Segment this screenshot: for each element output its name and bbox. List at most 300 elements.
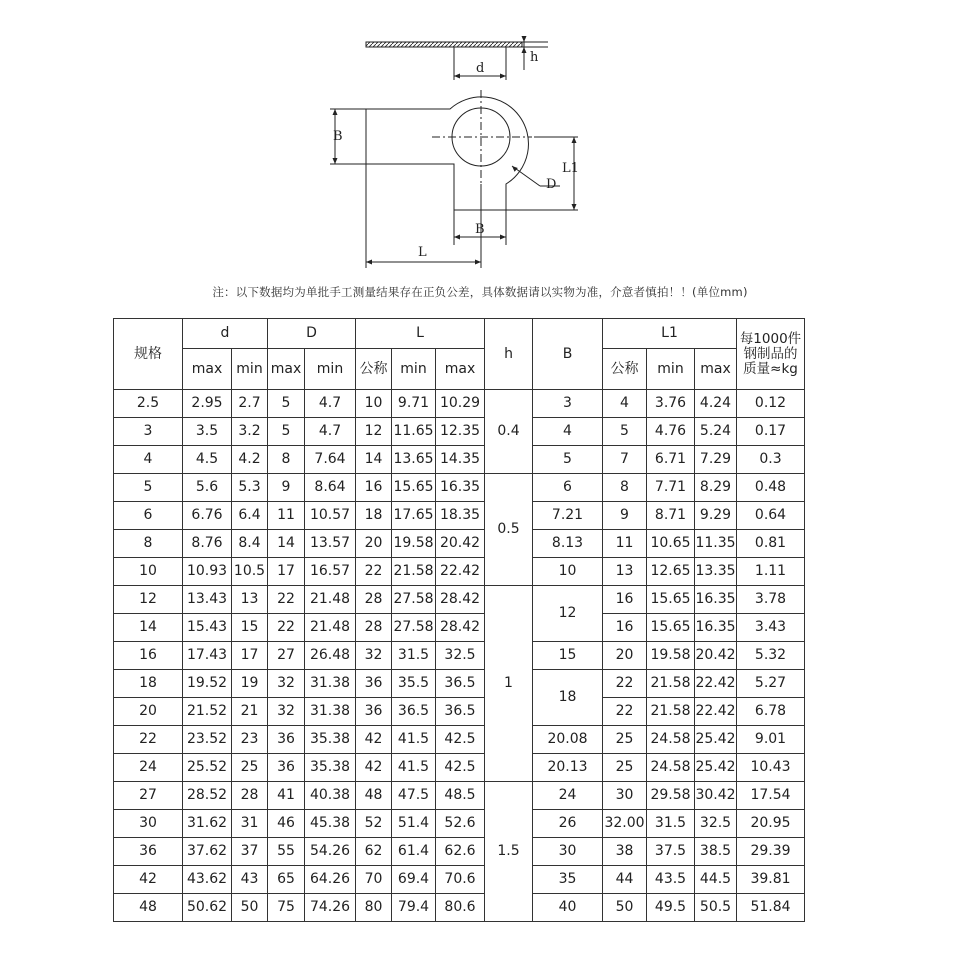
cell-d-min: 28 <box>232 782 268 810</box>
cell-L1-min: 3.76 <box>647 390 695 418</box>
cell-L1-max: 7.29 <box>695 446 737 474</box>
cell-D-max: 36 <box>268 754 305 782</box>
cell-B: 35 <box>533 866 603 894</box>
cell-L1-min: 6.71 <box>647 446 695 474</box>
cell-d-min: 5.3 <box>232 474 268 502</box>
cell-D-max: 9 <box>268 474 305 502</box>
cell-L1-nominal: 9 <box>603 502 647 530</box>
cell-spec: 10 <box>114 558 183 586</box>
cell-L1-nominal: 8 <box>603 474 647 502</box>
cell-L-nominal: 42 <box>356 726 392 754</box>
cell-L-nominal: 62 <box>356 838 392 866</box>
cell-B: 3 <box>533 390 603 418</box>
cell-d-min: 8.4 <box>232 530 268 558</box>
cell-L-max: 32.5 <box>436 642 485 670</box>
cell-L-min: 79.4 <box>392 894 436 922</box>
table-row <box>114 558 805 586</box>
cell-D-max: 5 <box>268 418 305 446</box>
cell-weight: 0.64 <box>737 502 805 530</box>
cell-L1-max: 25.42 <box>695 726 737 754</box>
subheader-L-nominal: 公称 <box>356 349 392 390</box>
cell-L-max: 10.29 <box>436 390 485 418</box>
cell-L1-max: 16.35 <box>695 614 737 642</box>
cell-B: 20.13 <box>533 754 603 782</box>
cell-weight: 20.95 <box>737 810 805 838</box>
cell-spec: 18 <box>114 670 183 698</box>
cell-D-min: 10.57 <box>305 502 356 530</box>
cell-L-min: 15.65 <box>392 474 436 502</box>
cell-d-min: 50 <box>232 894 268 922</box>
cell-L1-min: 21.58 <box>647 698 695 726</box>
cell-spec: 42 <box>114 866 183 894</box>
dim-d-label: d <box>476 61 485 76</box>
table-row <box>114 782 805 810</box>
cell-L1-min: 24.58 <box>647 754 695 782</box>
cell-B: 40 <box>533 894 603 922</box>
header-d: d <box>183 319 268 349</box>
cell-d-max: 13.43 <box>183 586 232 614</box>
header-spec: 规格 <box>114 319 183 390</box>
cell-spec: 4 <box>114 446 183 474</box>
cell-weight: 6.78 <box>737 698 805 726</box>
cell-spec: 48 <box>114 894 183 922</box>
cell-D-max: 27 <box>268 642 305 670</box>
cell-L1-min: 21.58 <box>647 670 695 698</box>
cell-D-min: 7.64 <box>305 446 356 474</box>
cell-L1-max: 4.24 <box>695 390 737 418</box>
cell-L1-nominal: 5 <box>603 418 647 446</box>
cell-L1-min: 29.58 <box>647 782 695 810</box>
washer-drawing <box>0 0 960 280</box>
cell-weight: 9.01 <box>737 726 805 754</box>
cell-d-max: 28.52 <box>183 782 232 810</box>
cell-spec: 36 <box>114 838 183 866</box>
cell-B: 7.21 <box>533 502 603 530</box>
cell-weight: 5.32 <box>737 642 805 670</box>
cell-L-min: 13.65 <box>392 446 436 474</box>
subheader-d-min: min <box>232 349 268 390</box>
cell-spec: 22 <box>114 726 183 754</box>
cell-B: 26 <box>533 810 603 838</box>
cell-d-min: 17 <box>232 642 268 670</box>
cell-d-min: 13 <box>232 586 268 614</box>
table-row <box>114 446 805 474</box>
cell-L1-max: 32.5 <box>695 810 737 838</box>
cell-L1-nominal: 25 <box>603 726 647 754</box>
cell-h: 0.5 <box>485 474 533 586</box>
cell-L1-nominal: 11 <box>603 530 647 558</box>
cell-L-nominal: 10 <box>356 390 392 418</box>
cell-spec: 3 <box>114 418 183 446</box>
cell-L-min: 21.58 <box>392 558 436 586</box>
cell-L1-nominal: 25 <box>603 754 647 782</box>
dim-l-label: L <box>418 245 427 260</box>
cell-weight: 3.43 <box>737 614 805 642</box>
cell-L1-nominal: 20 <box>603 642 647 670</box>
cell-L-max: 28.42 <box>436 614 485 642</box>
cell-L-max: 42.5 <box>436 726 485 754</box>
cell-L-min: 27.58 <box>392 614 436 642</box>
header-weight-line3: 质量≈kg <box>743 360 798 377</box>
cell-L1-nominal: 32.00 <box>603 810 647 838</box>
cell-L-max: 36.5 <box>436 698 485 726</box>
cell-D-min: 26.48 <box>305 642 356 670</box>
table-row <box>114 838 805 866</box>
cell-L-max: 20.42 <box>436 530 485 558</box>
table-row <box>114 614 805 642</box>
cell-d-max: 4.5 <box>183 446 232 474</box>
subheader-L-max: max <box>436 349 485 390</box>
table-row <box>114 810 805 838</box>
cell-L1-max: 30.42 <box>695 782 737 810</box>
cell-D-min: 8.64 <box>305 474 356 502</box>
cell-d-min: 25 <box>232 754 268 782</box>
cell-L-nominal: 12 <box>356 418 392 446</box>
cell-D-min: 45.38 <box>305 810 356 838</box>
cell-L-max: 22.42 <box>436 558 485 586</box>
cell-h: 1.5 <box>485 782 533 922</box>
cell-d-max: 3.5 <box>183 418 232 446</box>
cell-L1-max: 5.24 <box>695 418 737 446</box>
cell-L1-max: 16.35 <box>695 586 737 614</box>
cell-L1-min: 8.71 <box>647 502 695 530</box>
table-row <box>114 530 805 558</box>
cell-D-min: 13.57 <box>305 530 356 558</box>
cell-D-max: 32 <box>268 670 305 698</box>
cell-L-nominal: 22 <box>356 558 392 586</box>
cell-D-min: 35.38 <box>305 754 356 782</box>
cell-L-max: 42.5 <box>436 754 485 782</box>
cell-D-min: 40.38 <box>305 782 356 810</box>
cell-D-min: 64.26 <box>305 866 356 894</box>
cell-d-max: 23.52 <box>183 726 232 754</box>
dim-l1-label: L1 <box>562 161 579 176</box>
cell-d-max: 2.95 <box>183 390 232 418</box>
cell-h: 1 <box>485 586 533 782</box>
cell-weight: 51.84 <box>737 894 805 922</box>
cell-spec: 24 <box>114 754 183 782</box>
cell-B: 12 <box>533 586 603 642</box>
cell-B: 10 <box>533 558 603 586</box>
cell-D-min: 31.38 <box>305 670 356 698</box>
side-view-plate <box>366 42 522 47</box>
cell-d-max: 21.52 <box>183 698 232 726</box>
cell-d-max: 43.62 <box>183 866 232 894</box>
subheader-L1-min: min <box>647 349 695 390</box>
tab-washer-outline <box>366 97 528 210</box>
cell-L-max: 14.35 <box>436 446 485 474</box>
cell-d-max: 5.6 <box>183 474 232 502</box>
cell-L-nominal: 28 <box>356 614 392 642</box>
cell-L-max: 12.35 <box>436 418 485 446</box>
cell-L1-max: 22.42 <box>695 698 737 726</box>
cell-D-min: 21.48 <box>305 586 356 614</box>
cell-D-min: 4.7 <box>305 418 356 446</box>
cell-d-max: 31.62 <box>183 810 232 838</box>
cell-L-nominal: 18 <box>356 502 392 530</box>
table-row <box>114 698 805 726</box>
cell-L-max: 62.6 <box>436 838 485 866</box>
cell-B: 5 <box>533 446 603 474</box>
cell-L1-nominal: 7 <box>603 446 647 474</box>
cell-L1-max: 11.35 <box>695 530 737 558</box>
cell-weight: 0.17 <box>737 418 805 446</box>
subheader-L-min: min <box>392 349 436 390</box>
cell-L1-min: 15.65 <box>647 586 695 614</box>
cell-d-min: 37 <box>232 838 268 866</box>
table-row <box>114 670 805 698</box>
cell-D-max: 22 <box>268 614 305 642</box>
table-row <box>114 754 805 782</box>
cell-L1-max: 9.29 <box>695 502 737 530</box>
cell-L1-nominal: 22 <box>603 698 647 726</box>
cell-d-min: 23 <box>232 726 268 754</box>
cell-L-min: 61.4 <box>392 838 436 866</box>
cell-L1-max: 20.42 <box>695 642 737 670</box>
cell-L1-min: 12.65 <box>647 558 695 586</box>
cell-L-nominal: 32 <box>356 642 392 670</box>
cell-d-min: 2.7 <box>232 390 268 418</box>
cell-d-min: 31 <box>232 810 268 838</box>
cell-d-min: 19 <box>232 670 268 698</box>
cell-D-max: 14 <box>268 530 305 558</box>
cell-L-nominal: 48 <box>356 782 392 810</box>
subheader-L1-max: max <box>695 349 737 390</box>
header-weight <box>737 319 805 390</box>
cell-weight: 3.78 <box>737 586 805 614</box>
cell-L1-min: 49.5 <box>647 894 695 922</box>
cell-L-nominal: 36 <box>356 670 392 698</box>
cell-L-min: 9.71 <box>392 390 436 418</box>
cell-d-max: 10.93 <box>183 558 232 586</box>
cell-L-max: 36.5 <box>436 670 485 698</box>
cell-L-nominal: 14 <box>356 446 392 474</box>
cell-B: 6 <box>533 474 603 502</box>
cell-L1-nominal: 38 <box>603 838 647 866</box>
cell-L1-nominal: 50 <box>603 894 647 922</box>
dim-h-label: h <box>530 50 539 65</box>
cell-L1-nominal: 30 <box>603 782 647 810</box>
cell-L1-min: 37.5 <box>647 838 695 866</box>
cell-d-min: 43 <box>232 866 268 894</box>
cell-d-min: 3.2 <box>232 418 268 446</box>
header-B: B <box>533 319 603 390</box>
cell-D-min: 4.7 <box>305 390 356 418</box>
table-row <box>114 866 805 894</box>
cell-D-max: 32 <box>268 698 305 726</box>
cell-weight: 1.11 <box>737 558 805 586</box>
cell-B: 30 <box>533 838 603 866</box>
header-weight-line1: 每1000件 <box>739 330 802 347</box>
cell-L1-min: 15.65 <box>647 614 695 642</box>
cell-L1-min: 4.76 <box>647 418 695 446</box>
cell-D-max: 41 <box>268 782 305 810</box>
cell-L1-max: 44.5 <box>695 866 737 894</box>
table-row <box>114 418 805 446</box>
cell-d-max: 25.52 <box>183 754 232 782</box>
dim-D-label: D <box>546 177 557 192</box>
cell-D-min: 74.26 <box>305 894 356 922</box>
cell-B: 24 <box>533 782 603 810</box>
cell-spec: 20 <box>114 698 183 726</box>
cell-L1-nominal: 16 <box>603 614 647 642</box>
tolerance-note: 注：以下数据均为单批手工测量结果存在正负公差，具体数据请以实物为准，介意者慎拍！！(单位mm) <box>212 285 748 299</box>
header-D: D <box>268 319 356 349</box>
cell-L-nominal: 70 <box>356 866 392 894</box>
cell-L-max: 28.42 <box>436 586 485 614</box>
cell-D-min: 16.57 <box>305 558 356 586</box>
subheader-L1-nominal: 公称 <box>603 349 647 390</box>
cell-L1-min: 7.71 <box>647 474 695 502</box>
cell-L-nominal: 20 <box>356 530 392 558</box>
cell-B: 4 <box>533 418 603 446</box>
cell-D-max: 11 <box>268 502 305 530</box>
cell-d-max: 50.62 <box>183 894 232 922</box>
dim-b-left-label: B <box>333 129 343 144</box>
cell-D-max: 22 <box>268 586 305 614</box>
cell-weight: 39.81 <box>737 866 805 894</box>
cell-L1-min: 24.58 <box>647 726 695 754</box>
table-row <box>114 390 805 418</box>
cell-L-max: 16.35 <box>436 474 485 502</box>
cell-d-min: 6.4 <box>232 502 268 530</box>
cell-D-max: 46 <box>268 810 305 838</box>
cell-d-max: 37.62 <box>183 838 232 866</box>
cell-L1-max: 25.42 <box>695 754 737 782</box>
cell-B: 15 <box>533 642 603 670</box>
cell-L1-max: 50.5 <box>695 894 737 922</box>
cell-D-max: 36 <box>268 726 305 754</box>
cell-L-min: 17.65 <box>392 502 436 530</box>
cell-L-nominal: 80 <box>356 894 392 922</box>
cell-D-max: 5 <box>268 390 305 418</box>
cell-L1-max: 13.35 <box>695 558 737 586</box>
cell-L1-min: 31.5 <box>647 810 695 838</box>
cell-L-max: 48.5 <box>436 782 485 810</box>
cell-L-max: 80.6 <box>436 894 485 922</box>
cell-B: 20.08 <box>533 726 603 754</box>
table-row <box>114 474 805 502</box>
cell-L1-nominal: 16 <box>603 586 647 614</box>
cell-d-max: 17.43 <box>183 642 232 670</box>
cell-L1-nominal: 4 <box>603 390 647 418</box>
cell-D-min: 54.26 <box>305 838 356 866</box>
header-L1: L1 <box>603 319 737 349</box>
cell-L-min: 47.5 <box>392 782 436 810</box>
cell-D-max: 55 <box>268 838 305 866</box>
cell-D-max: 8 <box>268 446 305 474</box>
table-row <box>114 726 805 754</box>
cell-d-max: 19.52 <box>183 670 232 698</box>
cell-L1-min: 43.5 <box>647 866 695 894</box>
header-h: h <box>485 319 533 390</box>
cell-L-nominal: 16 <box>356 474 392 502</box>
cell-L-min: 27.58 <box>392 586 436 614</box>
cell-spec: 27 <box>114 782 183 810</box>
cell-d-max: 6.76 <box>183 502 232 530</box>
cell-weight: 0.81 <box>737 530 805 558</box>
cell-L-max: 52.6 <box>436 810 485 838</box>
cell-L-nominal: 42 <box>356 754 392 782</box>
cell-L1-max: 8.29 <box>695 474 737 502</box>
cell-spec: 2.5 <box>114 390 183 418</box>
cell-L1-nominal: 44 <box>603 866 647 894</box>
cell-L1-max: 38.5 <box>695 838 737 866</box>
cell-spec: 30 <box>114 810 183 838</box>
cell-D-max: 75 <box>268 894 305 922</box>
cell-L-min: 41.5 <box>392 726 436 754</box>
cell-L1-max: 22.42 <box>695 670 737 698</box>
cell-spec: 5 <box>114 474 183 502</box>
cell-L-min: 31.5 <box>392 642 436 670</box>
cell-L-min: 11.65 <box>392 418 436 446</box>
cell-spec: 8 <box>114 530 183 558</box>
header-L: L <box>356 319 485 349</box>
cell-L1-min: 10.65 <box>647 530 695 558</box>
cell-weight: 5.27 <box>737 670 805 698</box>
cell-L-min: 51.4 <box>392 810 436 838</box>
cell-weight: 10.43 <box>737 754 805 782</box>
cell-L-nominal: 28 <box>356 586 392 614</box>
cell-d-max: 15.43 <box>183 614 232 642</box>
cell-spec: 12 <box>114 586 183 614</box>
cell-weight: 0.48 <box>737 474 805 502</box>
cell-L-max: 18.35 <box>436 502 485 530</box>
table-row <box>114 894 805 922</box>
spec-table <box>113 318 805 922</box>
cell-L-min: 41.5 <box>392 754 436 782</box>
cell-L-min: 19.58 <box>392 530 436 558</box>
cell-spec: 14 <box>114 614 183 642</box>
subheader-d-max: max <box>183 349 232 390</box>
table-row <box>114 586 805 614</box>
cell-L-nominal: 36 <box>356 698 392 726</box>
cell-D-max: 17 <box>268 558 305 586</box>
cell-d-min: 4.2 <box>232 446 268 474</box>
cell-B: 8.13 <box>533 530 603 558</box>
cell-L1-nominal: 22 <box>603 670 647 698</box>
cell-B: 18 <box>533 670 603 726</box>
table-row <box>114 502 805 530</box>
cell-L-max: 70.6 <box>436 866 485 894</box>
cell-h: 0.4 <box>485 390 533 474</box>
cell-D-min: 31.38 <box>305 698 356 726</box>
cell-spec: 16 <box>114 642 183 670</box>
cell-weight: 0.12 <box>737 390 805 418</box>
subheader-D-max: max <box>268 349 305 390</box>
cell-L-min: 69.4 <box>392 866 436 894</box>
header-weight-line2: 钢制品的 <box>743 345 798 362</box>
table-row <box>114 642 805 670</box>
cell-spec: 6 <box>114 502 183 530</box>
cell-d-min: 21 <box>232 698 268 726</box>
cell-d-min: 15 <box>232 614 268 642</box>
cell-L1-nominal: 13 <box>603 558 647 586</box>
cell-L1-min: 19.58 <box>647 642 695 670</box>
cell-L-nominal: 52 <box>356 810 392 838</box>
subheader-D-min: min <box>305 349 356 390</box>
cell-weight: 17.54 <box>737 782 805 810</box>
cell-weight: 0.3 <box>737 446 805 474</box>
cell-D-max: 65 <box>268 866 305 894</box>
cell-L-min: 35.5 <box>392 670 436 698</box>
cell-D-min: 21.48 <box>305 614 356 642</box>
cell-weight: 29.39 <box>737 838 805 866</box>
cell-D-min: 35.38 <box>305 726 356 754</box>
cell-L-min: 36.5 <box>392 698 436 726</box>
dim-b-bottom-label: B <box>475 222 485 237</box>
cell-d-min: 10.5 <box>232 558 268 586</box>
